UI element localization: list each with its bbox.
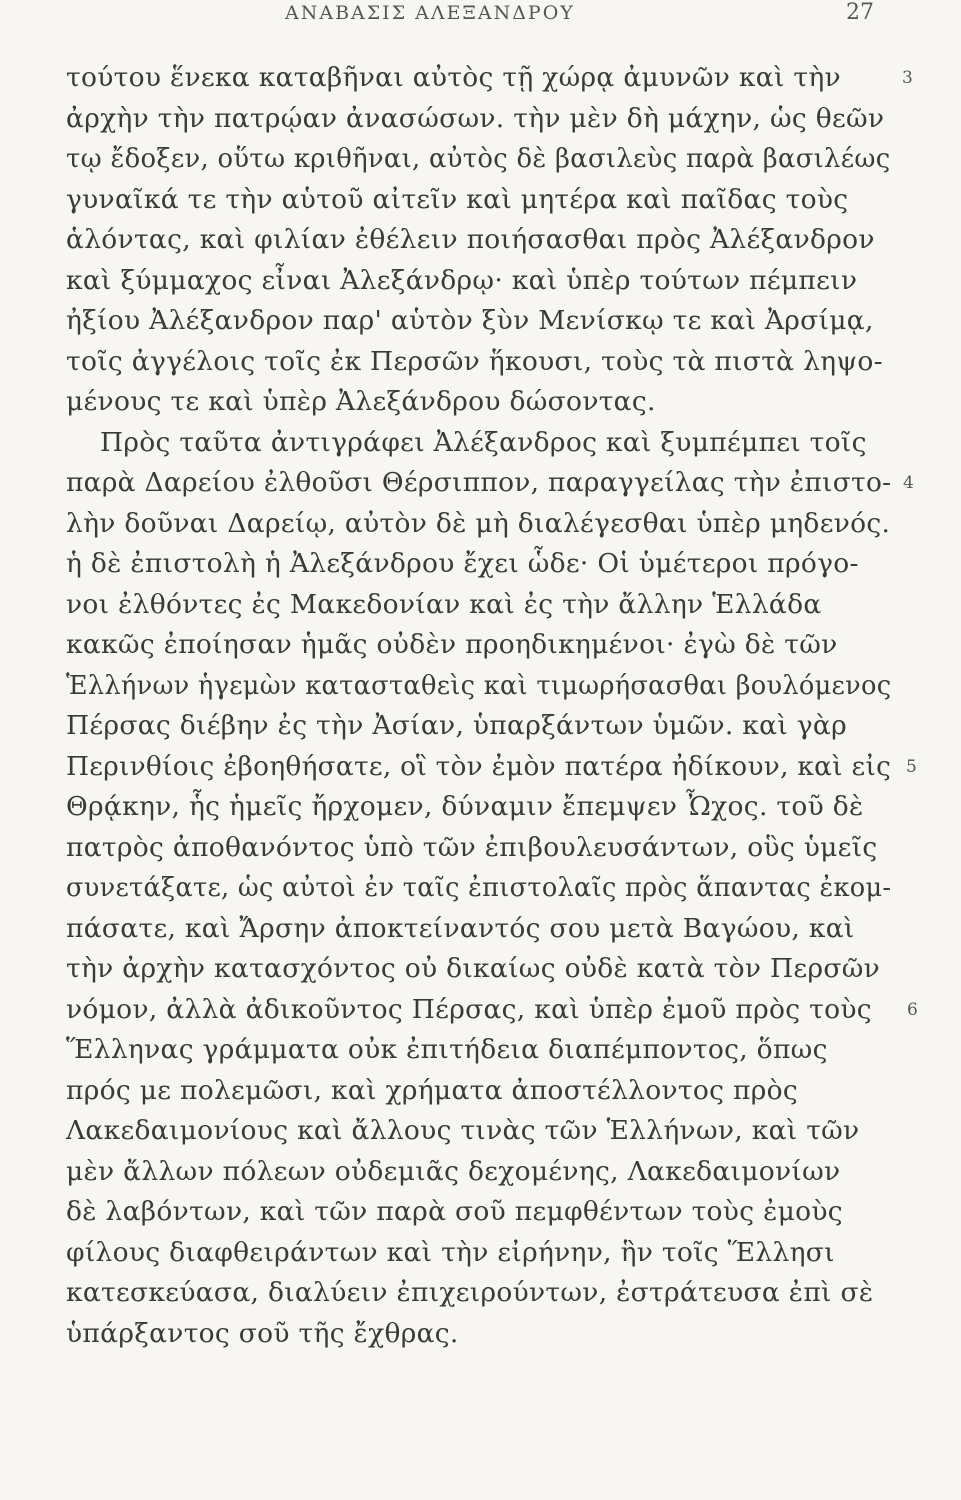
text-line: Ἕλληνας γράμματα οὐκ ἐπιτήδεια διαπέμποντος, ὅπως	[66, 1034, 828, 1065]
text-line: Λακεδαιμονίους καὶ ἄλλους τινὰς τῶν Ἑλλήνων, καὶ τῶν	[66, 1115, 860, 1146]
text-line: δὲ λαβόντων, καὶ τῶν παρὰ σοῦ πεμφθέντων τοὺς ἐμοὺς	[66, 1196, 843, 1227]
text-line: τὴν ἀρχὴν κατασχόντος οὐ δικαίως οὐδὲ κατὰ τὸν Περσῶν	[66, 953, 881, 984]
text-line: φίλους διαφθειράντων καὶ τὴν εἰρήνην, ἣν τοῖς Ἕλλησι	[66, 1236, 835, 1268]
text-line: Θρᾴκην, ἧς ἡμεῖς ἤρχομεν, δύναμιν ἔπεμψεν Ὦχος. τοῦ δὲ	[66, 791, 864, 822]
text-line: ἡ δὲ ἐπιστολὴ ἡ Ἀλεξάνδρου ἔχει ὧδε· Οἱ ὑμέτεροι πρόγο-	[66, 548, 859, 579]
text-line: κακῶς ἐποίησαν ἡμᾶς οὐδὲν προηδικημένοι· ἐγὼ δὲ τῶν	[66, 629, 838, 660]
running-head	[0, 0, 961, 30]
text-line: τούτου ἕνεκα καταβῆναι αὐτὸς τῇ χώρᾳ ἀμυνῶν καὶ τὴν	[66, 62, 841, 93]
page-number: 27	[846, 0, 874, 25]
section-number: 3	[902, 68, 913, 88]
text-line: γυναῖκά τε τὴν αὑτοῦ αἰτεῖν καὶ μητέρα καὶ παῖδας τοὺς	[66, 183, 849, 215]
text-line: νόμον, ἀλλὰ ἀδικοῦντος Πέρσας, καὶ ὑπὲρ ἐμοῦ πρὸς τοὺς	[66, 993, 872, 1025]
text-line: μὲν ἄλλων πόλεων οὐδεμιᾶς δεχομένης, Λακεδαιμονίων	[66, 1155, 841, 1187]
text-line: τοῖς ἀγγέλοις τοῖς ἐκ Περσῶν ἥκουσι, τοὺς τὰ πιστὰ ληψο-	[66, 345, 883, 377]
text-line: τῳ ἔδοξεν, οὕτω κριθῆναι, αὐτὸς δὲ βασιλεὺς παρὰ βασιλέως	[66, 143, 891, 174]
text-line: καὶ ξύμμαχος εἶναι Ἀλεξάνδρῳ· καὶ ὑπὲρ τούτων πέμπειν	[66, 264, 858, 296]
text-line: Πρὸς ταῦτα ἀντιγράφει Ἀλέξανδρος καὶ ξυμπέμπει τοῖς	[100, 426, 867, 458]
text-line: λὴν δοῦναι Δαρείῳ, αὐτὸν δὲ μὴ διαλέγεσθαι ὑπὲρ μηδενός.	[66, 507, 891, 539]
text-line: νοι ἐλθόντες ἐς Μακεδονίαν καὶ ἐς τὴν ἄλλην Ἑλλάδα	[66, 588, 822, 620]
text-line: μένους τε καὶ ὑπὲρ Ἀλεξάνδρου δώσοντας.	[66, 386, 656, 417]
text-line: πρός με πολεμῶσι, καὶ χρήματα ἀποστέλλοντος πρὸς	[66, 1074, 798, 1106]
text-line: ἁλόντας, καὶ φιλίαν ἐθέλειν ποιήσασθαι πρὸς Ἀλέξανδρον	[66, 224, 875, 255]
text-line: Πέρσας διέβην ἐς τὴν Ἀσίαν, ὑπαρξάντων ὑμῶν. καὶ γὰρ	[66, 710, 847, 741]
text-line: Ἑλλήνων ἡγεμὼν κατασταθεὶς καὶ τιμωρήσασθαι βουλόμενος	[66, 669, 892, 701]
text-line: ὑπάρξαντος σοῦ τῆς ἔχθρας.	[66, 1317, 459, 1349]
text-line: Περινθίοις ἐβοηθήσατε, οἳ τὸν ἐμὸν πατέρα ἠδίκουν, καὶ εἰς	[66, 750, 892, 782]
text-line: ἀρχὴν τὴν πατρῴαν ἀνασώσων. τὴν μὲν δὴ μάχην, ὡς θεῶν	[66, 102, 885, 134]
section-number: 6	[907, 1000, 918, 1020]
text-line: ἠξίου Ἀλέξανδρον παρ' αὑτὸν ξὺν Μενίσκῳ τε καὶ Ἀρσίμᾳ,	[66, 305, 874, 336]
text-line: πατρὸς ἀποθανόντος ὑπὸ τῶν ἐπιβουλευσάντων, οὓς ὑμεῖς	[66, 831, 878, 863]
section-number: 5	[906, 757, 917, 777]
running-title: ΑΝΑΒΑΣΙΣ ΑΛΕΞΑΝΔΡΟΥ	[285, 2, 575, 24]
text-line: πάσατε, καὶ Ἄρσην ἀποκτείναντός σου μετὰ Βαγώου, καὶ	[66, 912, 855, 944]
section-number: 4	[903, 473, 914, 493]
text-line: κατεσκεύασα, διαλύειν ἐπιχειρούντων, ἐστράτευσα ἐπὶ σὲ	[66, 1277, 874, 1308]
text-line: παρὰ Δαρείου ἐλθοῦσι Θέρσιππον, παραγγείλας τὴν ἐπιστο-	[66, 467, 892, 498]
text-line: συνετάξατε, ὡς αὐτοὶ ἐν ταῖς ἐπιστολαῖς πρὸς ἅπαντας ἐκομ-	[66, 872, 892, 903]
